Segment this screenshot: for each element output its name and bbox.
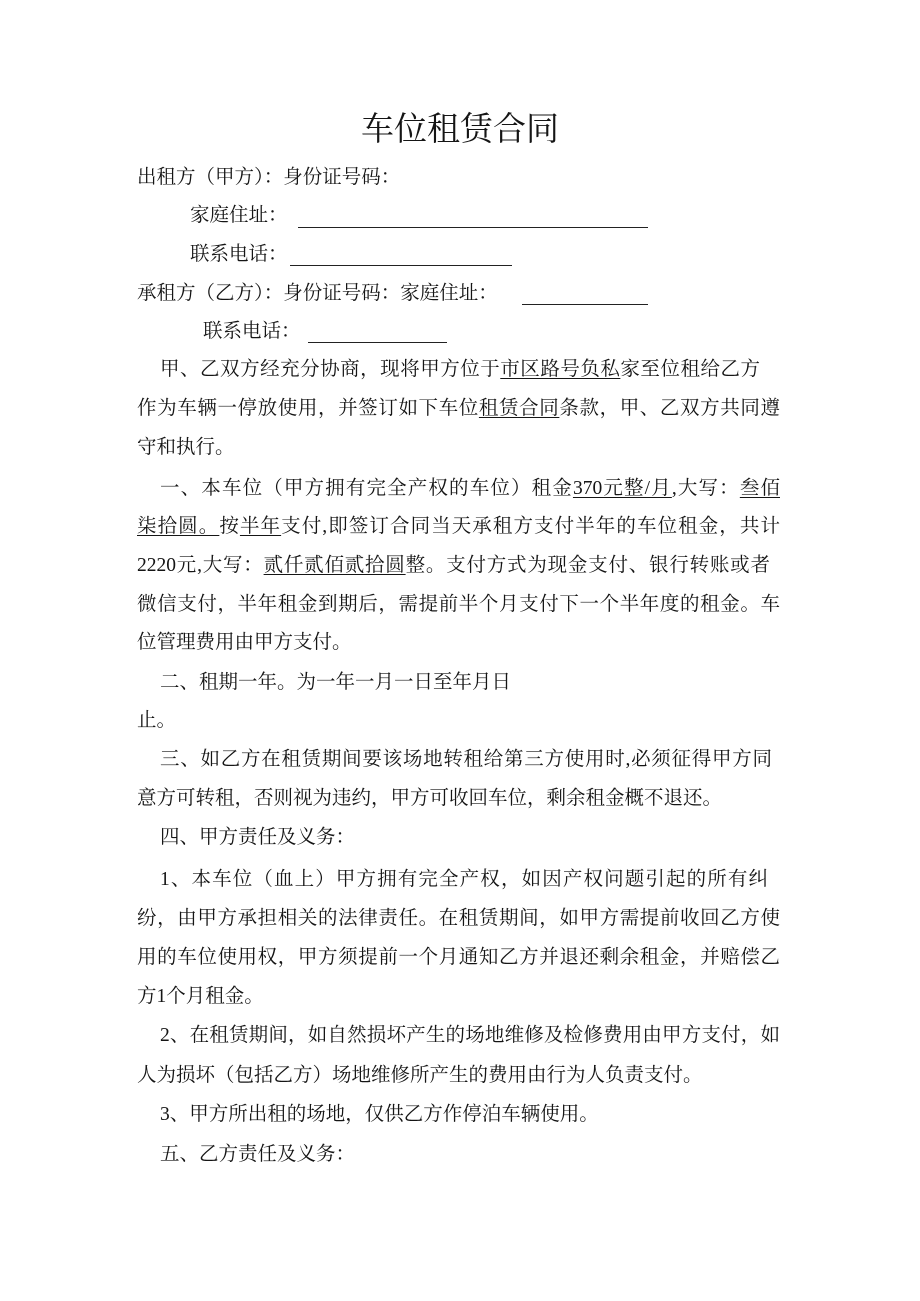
lessor-address-label: 家庭住址：: [190, 205, 288, 226]
article3-line-2: 意方可转租，否则视为违约，甲方可收回车位，剩余租金概不退还。: [137, 788, 723, 809]
lessor-phone-label: 联系电话：: [190, 244, 288, 265]
article-text: 一、本车位（甲方拥有完全产权的车位）租金: [160, 478, 573, 499]
article2-line-1: 二、租期一年。为一年一月一日至年月日: [160, 672, 512, 693]
article-text: 整。支付方式为现金支付、银行转账或者: [405, 555, 770, 576]
underlined-location: 市区路号负私: [500, 359, 621, 380]
underlined-total-in-words: 贰仟贰佰贰拾圆: [263, 555, 406, 576]
lessee-id-address-line: 承租方（乙方）：身份证号码：家庭住址：: [137, 283, 498, 304]
underlined-rent-in-words: 柒拾圆。: [137, 516, 220, 537]
intro-text: 条款，甲、乙双方共同遵: [559, 398, 780, 419]
intro-text: 作为车辆一停放使用，并签订如下车位: [137, 398, 479, 419]
intro-line-1: [160, 358, 760, 382]
article-text: 支付,即签订合同当天承租方支付半年的车位租金，共计: [281, 516, 780, 537]
lessee-phone-label: 联系电话：: [203, 321, 301, 342]
article1-line-3: [137, 554, 770, 578]
document-title: 车位租赁合同: [361, 112, 559, 148]
article4-clause3: 3、甲方所出租的场地，仅供乙方作停泊车辆使用。: [160, 1104, 599, 1125]
article-text: ,大写：: [671, 478, 740, 499]
article2-line-2: 止。: [137, 710, 177, 731]
article1-line-1: [160, 477, 780, 501]
article-text: 2220元,大写：: [137, 555, 264, 576]
underlined-rent-in-words: 叁佰: [739, 478, 780, 499]
intro-line-2: [137, 397, 780, 421]
lessor-address-blank: [298, 227, 648, 228]
underlined-payment-period: 半年: [239, 516, 282, 537]
article5-heading: 五、乙方责任及义务：: [160, 1144, 356, 1165]
article-text: 按: [219, 516, 240, 537]
article3-line-1: 三、如乙方在租赁期间要该场地转租给第三方使用时,必须征得甲方同: [160, 749, 772, 770]
underlined-contract-term: 租赁合同: [478, 398, 560, 419]
intro-line-3: 守和执行。: [137, 437, 235, 458]
intro-text: 甲、乙双方经充分协商，现将甲方位于: [160, 359, 501, 380]
lessee-phone-blank: [308, 342, 447, 343]
article4-clause2-line-1: 2、在租赁期间，如自然损坏产生的场地维修及检修费用由甲方支付，如: [160, 1025, 780, 1046]
article4-heading: 四、甲方责任及义务：: [160, 827, 356, 848]
lessor-id-line: 出租方（甲方）：身份证号码：: [137, 167, 401, 188]
article4-clause1-line-2: 纷，由甲方承担相关的法律责任。在租赁期间，如甲方需提前收回乙方使: [137, 908, 780, 929]
article4-clause1-line-4: 方1个月租金。: [137, 986, 264, 1007]
article4-clause1-line-1: 1、本车位（血上）甲方拥有完全产权，如因产权问题引起的所有纠: [160, 869, 768, 890]
article1-line-4: 微信支付，半年租金到期后，需提前半个月支付下一个半年度的租金。车: [137, 594, 780, 615]
article1-line-5: 位管理费用由甲方支付。: [137, 632, 352, 653]
lessor-phone-blank: [290, 265, 512, 266]
article4-clause1-line-3: 用的车位使用权，甲方须提前一个月通知乙方并退还剩余租金，并赔偿乙: [137, 947, 780, 968]
article4-clause2-line-2: 人为损坏（包括乙方）场地维修所产生的费用由行为人负责支付。: [137, 1065, 703, 1086]
lessee-address-blank: [522, 304, 648, 305]
article1-line-2: [137, 515, 780, 539]
underlined-monthly-rent: 370元整/月: [572, 478, 672, 499]
intro-text: 家至位租给乙方: [620, 359, 760, 380]
